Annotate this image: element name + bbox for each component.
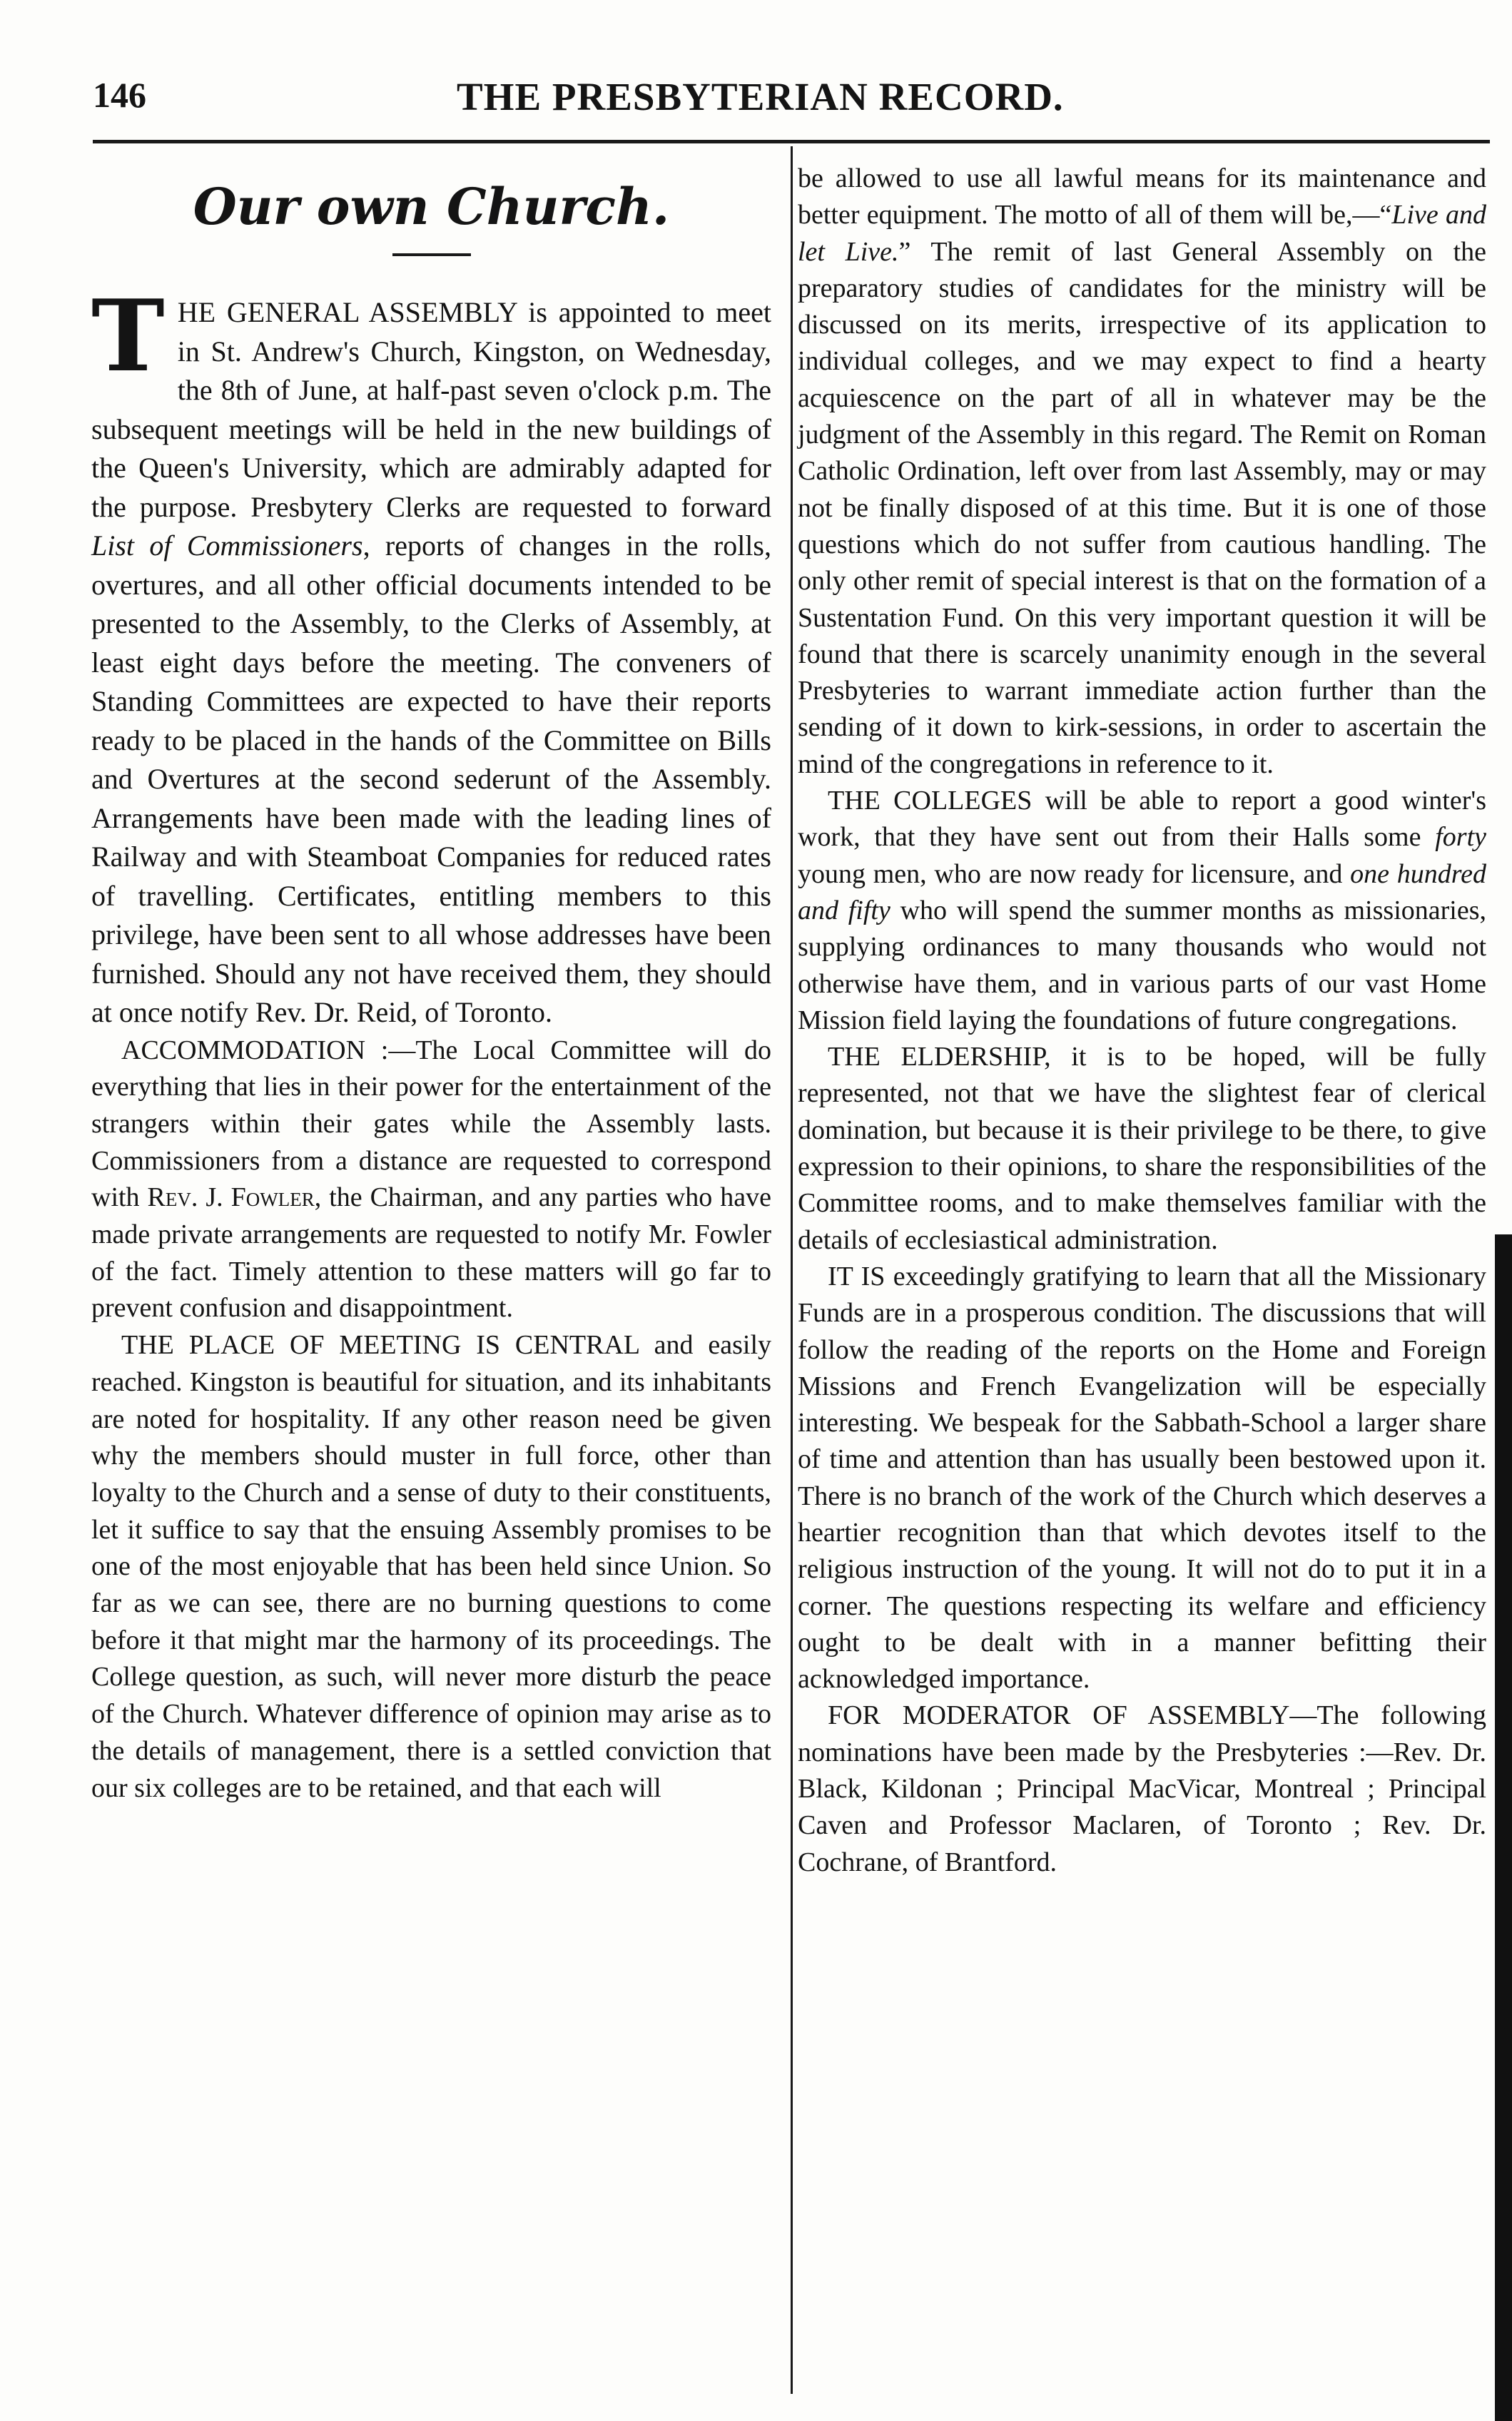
text-run: be allowed to use all lawful means for its maintenance and better equipment. The motto of all of them will be,—“ xyxy=(798,163,1486,230)
italic-run: forty xyxy=(1435,822,1486,853)
accommodation-paragraph xyxy=(91,1032,771,1328)
moderator-paragraph: FOR MODERATOR OF ASSEMBLY—The following nominations have been made by the Presbyteries :—Rev. Dr. Black, Kildonan ; Principal MacVicar, Montreal ; Principal Caven and Professor Maclaren, of Toronto ; Rev. Dr. Cochrane, of Brantford. xyxy=(798,1700,1486,1877)
text-run: who will spend the summer months as missionaries, supplying ordinances to many thousands who would not otherwise have them, and in various parts of our vast Home Mission field laying the foundations of future congregations. xyxy=(798,895,1486,1035)
right-column xyxy=(798,161,1486,1881)
text-run: ” The remit of last General Assembly on the preparatory studies of candidates for the ministry will be discussed on its merits, irrespective of its application to individual colleges, and we may expect to find a hearty acquiescence on the part of all in whatever may be the judgment of the Assembly in this regard. The Remit on Roman Catholic Ordination, left over from last Assembly, may or may not be finally disposed of at this time. But it is one of those questions which do not suffer from cautious handling. The only other remit of special interest is that on the formation of a Sustentation Fund. On this very important question it will be found that there is scarcely unanimity enough in the several Presbyteries to warrant immediate action further than the sending of it down to kirk-sessions, in order to ascertain the mind of the congregations in reference to it. xyxy=(798,236,1486,779)
header-rule xyxy=(93,140,1490,143)
drop-cap: T xyxy=(91,278,165,394)
small-caps-run: Rev. J. Fowler xyxy=(147,1182,315,1213)
title-dash xyxy=(392,253,471,256)
missionary-funds-paragraph: IT IS exceedingly gratifying to learn that all the Missionary Funds are in a prosperous condition. The discussions that will follow the reading of the reports on the Home and Foreign Missions and French Evangelization will be especially interesting. We bespeak for the Sabbath-School a larger share of time and attention than has usually been bestowed upon it. There is no branch of the work of the Church which deserves a heartier recognition than that which devotes itself to the religious instruction of the young. It will not do to put it in a corner. The questions respecting its welfare and efficiency ought to be dealt with in a manner befitting their acknowledged importance. xyxy=(798,1261,1486,1695)
text-run: , the Chairman, and any parties who have made private arrangements are requested to notify Mr. Fowler of the fact. Timely attention to these matters will go far to prevent confusion and disappointment. xyxy=(91,1182,771,1324)
text-run: young men, who are now ready for licensure, and xyxy=(798,858,1351,889)
text-run: HE GENERAL ASSEMBLY is appointed to meet in St. Andrew's Church, Kingston, on Wednesday, the 8th of June, at half-past seven o'clock p.m. The subsequent meetings will be held in the new buildings of the Queen's University, which are admirably adapted for the purpose. Presbytery Clerks are requested to forward xyxy=(91,296,771,523)
page-edge-shadow xyxy=(1495,1234,1512,2421)
italic-run: one hundred and fifty xyxy=(798,858,1486,925)
colleges-paragraph xyxy=(798,783,1486,1039)
assembly-paragraph xyxy=(91,278,771,1032)
page-number: 146 xyxy=(93,75,146,115)
continued-paragraph xyxy=(798,161,1486,783)
running-title: THE PRESBYTERIAN RECORD. xyxy=(457,75,1064,118)
italic-run: Live and let Live. xyxy=(798,200,1486,267)
text-run: ACCOMMODATION :—The Local Committee will do everything that lies in their power for the entertainment of the strangers within their gates while the Assembly lasts. Commissioners from a distance are requested to correspond with xyxy=(91,1035,771,1213)
place-of-meeting-paragraph: THE PLACE OF MEETING IS CENTRAL and easily reached. Kingston is beautiful for situation, and its inhabitants are noted for hospitality. If any other reason need be given why the members should muster in full force, other than loyalty to the Church and a sense of duty to their constituents, let it suffice to say that the ensuing Assembly promises to be one of the most enjoyable that has been held since Union. So far as we can see, there are no burning questions to come before it that might mar the harmony of its proceedings. The College question, as such, will never more disturb the peace of the Church. Whatever difference of opinion may arise as to the details of management, there is a settled conviction that our six colleges are to be retained, and that each will xyxy=(91,1330,771,1803)
text-run: , reports of changes in the rolls, overtures, and all other official documents intended to be presented to the Assembly, to the Clerks of Assembly, at least eight days before the meeting. The conveners of Standing Committees are expected to have their reports ready to be placed in the hands of the Committee on Bills and Overtures at the second sederunt of the Assembly. Arrangements have been made with the leading lines of Railway and with Steamboat Companies for reduced rates of travelling. Certificates, entitling members to this privilege, have been sent to all whose addresses have been furnished. Should any not have received them, they should at once notify Rev. Dr. Reid, of Toronto. xyxy=(91,529,771,1028)
eldership-paragraph: THE ELDERSHIP, it is to be hoped, will be fully represented, not that we have the slightest fear of clerical domination, but because it is their privilege to be there, to give expression to their opinions, to share the responsibilities of the Committee rooms, and to make themselves familiar with the details of ecclesiastical administration. xyxy=(798,1042,1486,1255)
section-title: Our own Church. xyxy=(193,177,670,236)
text-run: THE COLLEGES will be able to report a good winter's work, that they have sent out from their Halls some xyxy=(798,786,1486,853)
column-divider xyxy=(791,146,793,2394)
left-column xyxy=(91,161,771,1807)
italic-run: List of Commissioners xyxy=(91,529,363,562)
